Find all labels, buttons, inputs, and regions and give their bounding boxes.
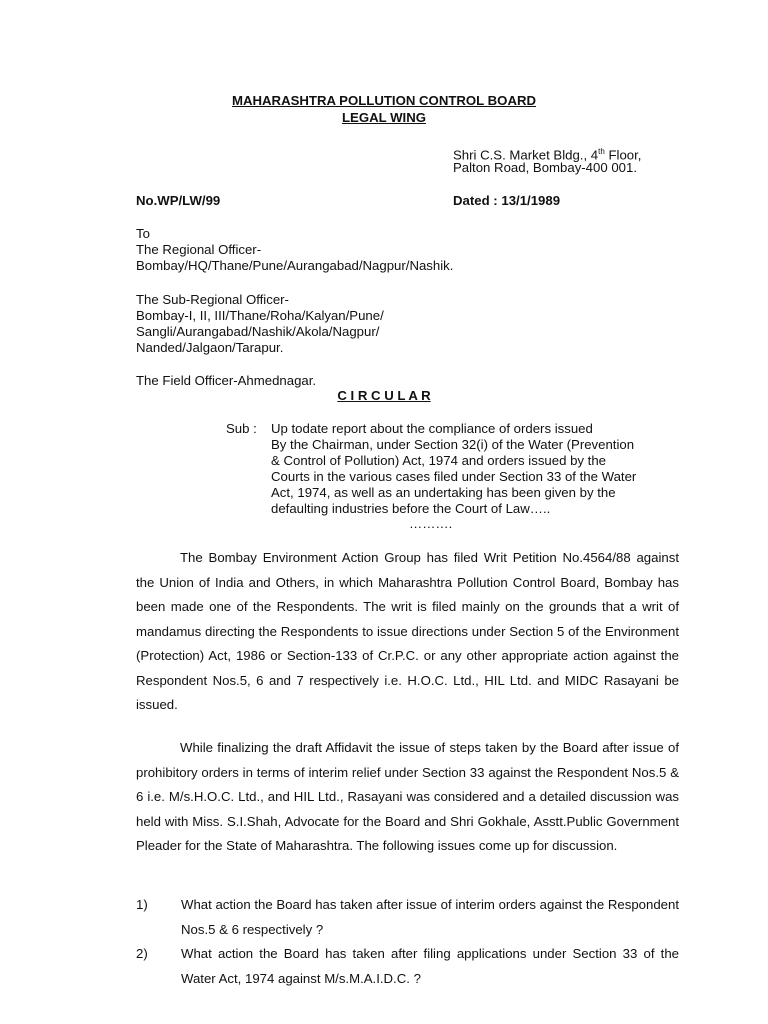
- wing-title: LEGAL WING: [341, 110, 426, 125]
- address-line-2: Palton Road, Bombay-400 001.: [453, 160, 638, 175]
- subject-line-3: & Control of Pollution) Act, 1974 and orders issued by the: [271, 453, 607, 468]
- list-item-text: What action the Board has taken after issue of interim orders against the Respondent Nos.5 & 6 respectively ?: [181, 897, 679, 937]
- list-item-number: 1): [136, 897, 148, 912]
- subject-dots: ……….: [409, 516, 453, 531]
- subject-line-4: Courts in the various cases filed under Section 33 of the Water: [271, 469, 637, 484]
- address-line-1: Shri C.S. Market Bldg., 4th Floor,: [453, 147, 642, 163]
- date-line: Dated : 13/1/1989: [453, 193, 561, 208]
- sub-regional-locations-1: Bombay-I, II, III/Thane/Roha/Kalyan/Pune/: [136, 308, 384, 323]
- subject-line-6: defaulting industries before the Court of Law…..: [271, 501, 551, 516]
- to-label: To: [136, 226, 150, 241]
- field-officer-line: The Field Officer-Ahmednagar.: [136, 373, 317, 388]
- subject-line-5: Act, 1974, as well as an undertaking has been given by the: [271, 485, 616, 500]
- body-paragraph-2: While finalizing the draft Affidavit the issue of steps taken by the Board after issue of prohibitory orders in terms of interim relief under Section 33 against the Respondent Nos.5 & 6 i.e. M/s.H.O.C. Ltd., and HIL Ltd., Rasayani was considered and a detailed discussion was held with Miss. S.I.Shah, Advocate for the Board and Shri Gokhale, Asstt.Public Government Pleader for the State of Maharashtra. The following issues come up for discussion.: [136, 740, 679, 853]
- sub-regional-locations-3: Nanded/Jalgaon/Tarapur.: [136, 340, 284, 355]
- list-item-text: What action the Board has taken after filing applications under Section 33 of the Water Act, 1974 against M/s.M.A.I.D.C. ?: [181, 946, 679, 986]
- circular-title: C I R C U L A R: [337, 388, 431, 403]
- subject-line-1: Up todate report about the compliance of orders issued: [271, 421, 593, 436]
- regional-officer-locations: Bombay/HQ/Thane/Pune/Aurangabad/Nagpur/Nashik.: [136, 258, 454, 273]
- body-paragraph-1: The Bombay Environment Action Group has filed Writ Petition No.4564/88 against the Union of India and Others, in which Maharashtra Pollution Control Board, Bombay has been made one of the Respondents. The writ is filed mainly on the grounds that a writ of mandamus directing the Respondents to issue directions under Section 5 of the Environment (Protection) Act, 1986 or Section-133 of Cr.P.C. or any other appropriate action against the Respondent Nos.5, 6 and 7 respectively i.e. H.O.C. Ltd., HIL Ltd. and MIDC Rasayani be issued.: [136, 550, 679, 712]
- org-title: MAHARASHTRA POLLUTION CONTROL BOARD: [231, 93, 537, 108]
- sub-regional-locations-2: Sangli/Aurangabad/Nashik/Akola/Nagpur/: [136, 324, 380, 339]
- subject-label: Sub :: [226, 421, 257, 436]
- subject-line-2: By the Chairman, under Section 32(i) of the Water (Prevention: [271, 437, 635, 452]
- list-item-number: 2): [136, 946, 148, 961]
- regional-officer-title: The Regional Officer-: [136, 242, 262, 257]
- reference-number: No.WP/LW/99: [136, 193, 221, 208]
- sub-regional-officer-title: The Sub-Regional Officer-: [136, 292, 289, 307]
